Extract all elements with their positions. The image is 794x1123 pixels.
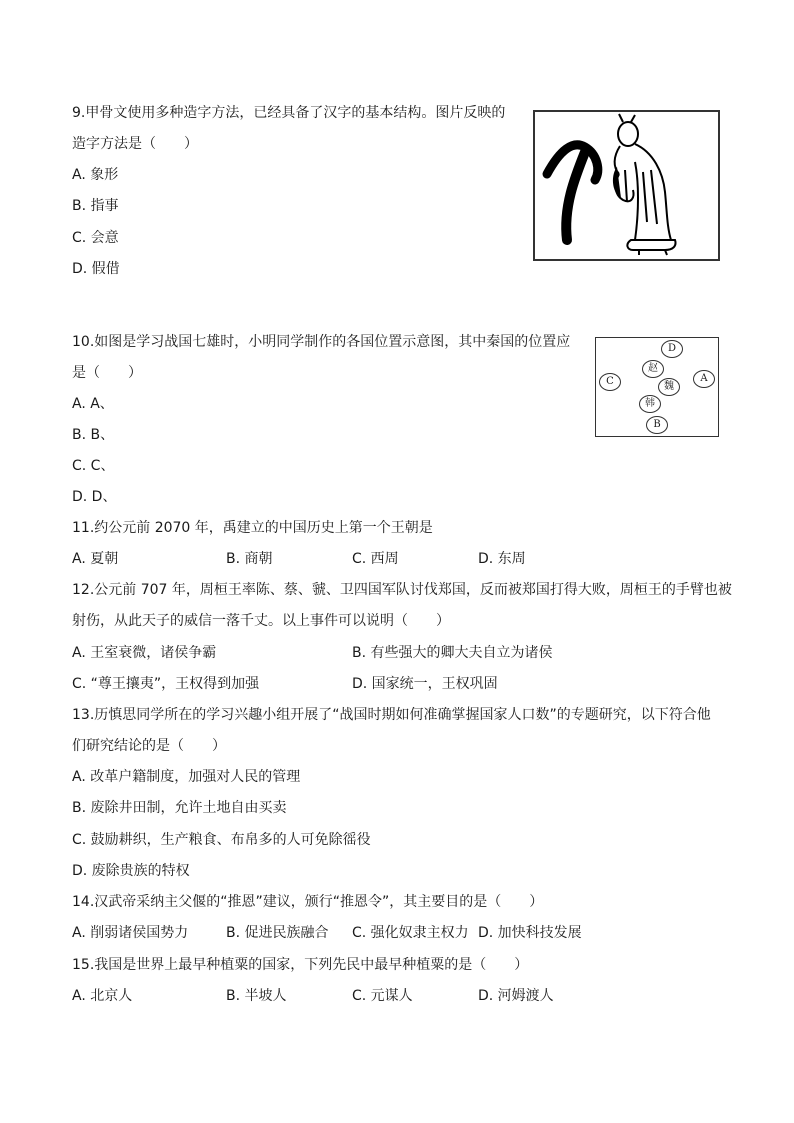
- q9-stem-line2: 造字方法是（ ）: [72, 136, 198, 152]
- q12-option-b: B. 有些强大的卿大夫自立为诸侯: [352, 645, 553, 661]
- q12-option-c: C. “尊王攘夷”，王权得到加强: [72, 676, 260, 692]
- q10-stem-line2: 是（ ）: [72, 365, 142, 381]
- q10-stem-line1: 10.如图是学习战国七雄时，小明同学制作的各国位置示意图，其中秦国的位置应: [72, 334, 571, 350]
- q11-option-b: B. 商朝: [226, 551, 273, 567]
- q9-option-d: D. 假借: [72, 261, 120, 277]
- q11-option-a: A. 夏朝: [72, 551, 119, 567]
- oracle-bone-figure: [533, 110, 720, 261]
- q10-option-c: C. C、: [72, 458, 115, 474]
- q12-option-d: D. 国家统一，王权巩固: [352, 676, 498, 692]
- map-label-han: 韩: [639, 395, 661, 413]
- q15-stem: 15.我国是世界上最早种植粟的国家，下列先民中最早种植粟的是（ ）: [72, 957, 529, 973]
- q12-option-a: A. 王室衰微，诸侯争霸: [72, 645, 217, 661]
- q13-stem-line1: 13.历慎思同学所在的学习兴趣小组开展了“战国时期如何准确掌握国家人口数”的专题研究，以下符合他: [72, 707, 711, 723]
- q15-option-d: D. 河姆渡人: [478, 988, 554, 1004]
- map-label-wei: 魏: [658, 378, 680, 396]
- map-label-d: D: [661, 340, 683, 358]
- map-label-a: A: [693, 370, 715, 388]
- q12-stem-line1: 12.公元前 707 年，周桓王率陈、蔡、虢、卫四国军队讨伐郑国，反而被郑国打得大败，周桓王的手臂也被: [72, 582, 732, 598]
- q14-stem: 14.汉武帝采纳主父偃的“推恩”建议，颁行“推恩令”，其主要目的是（ ）: [72, 894, 544, 910]
- q15-option-b: B. 半坡人: [226, 988, 287, 1004]
- q12-stem-line2: 射伤，从此天子的威信一落千丈。以上事件可以说明（ ）: [72, 613, 450, 629]
- q9-stem-line1: 9.甲骨文使用多种造字方法，已经具备了汉字的基本结构。图片反映的: [72, 105, 506, 121]
- q13-option-d: D. 废除贵族的特权: [72, 863, 190, 879]
- q11-option-c: C. 西周: [352, 551, 399, 567]
- q9-option-b: B. 指事: [72, 198, 119, 214]
- q13-option-c: C. 鼓励耕织，生产粮食、布帛多的人可免除徭役: [72, 832, 371, 848]
- q13-stem-line2: 们研究结论的是（ ）: [72, 738, 226, 754]
- warring-states-map: [595, 337, 719, 437]
- q13-option-b: B. 废除井田制，允许土地自由买卖: [72, 800, 287, 816]
- q10-option-d: D. D、: [72, 489, 117, 505]
- map-label-zhao: 赵: [642, 360, 664, 378]
- q14-option-d: D. 加快科技发展: [478, 925, 582, 941]
- q13-option-a: A. 改革户籍制度，加强对人民的管理: [72, 769, 301, 785]
- q11-stem: 11.约公元前 2070 年，禹建立的中国历史上第一个王朝是: [72, 520, 433, 536]
- q9-option-a: A. 象形: [72, 167, 119, 183]
- q14-option-b: B. 促进民族融合: [226, 925, 329, 941]
- q10-option-a: A. A、: [72, 396, 114, 412]
- map-label-c: C: [599, 373, 621, 391]
- q10-option-b: B. B、: [72, 427, 115, 443]
- q14-option-c: C. 强化奴隶主权力: [352, 925, 469, 941]
- q15-option-c: C. 元谋人: [352, 988, 413, 1004]
- q9-option-c: C. 会意: [72, 230, 119, 246]
- q14-option-a: A. 削弱诸侯国势力: [72, 925, 189, 941]
- oracle-bone-glyph-icon: [535, 112, 718, 259]
- q15-option-a: A. 北京人: [72, 988, 133, 1004]
- q11-option-d: D. 东周: [478, 551, 526, 567]
- map-label-b: B: [646, 416, 668, 434]
